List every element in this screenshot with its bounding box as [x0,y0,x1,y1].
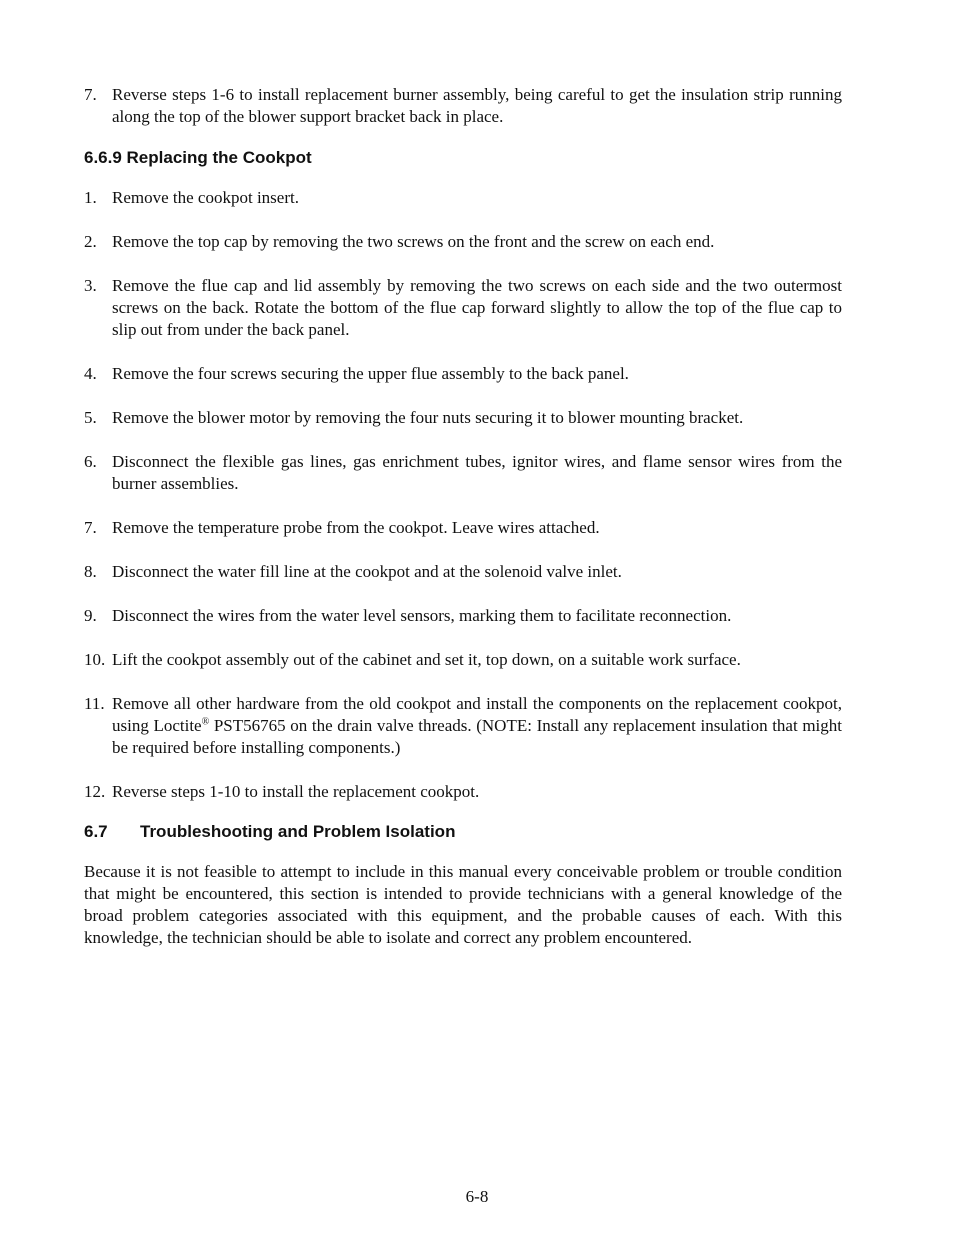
step-number: 2. [84,232,97,251]
section-number: 6.7 [84,822,108,841]
step-text: Reverse steps 1-10 to install the replacement cookpot. [112,782,480,801]
list-item [84,649,842,671]
document-page [84,84,842,949]
step-number: 5. [84,408,97,427]
list-item [84,407,842,429]
list-item [84,84,842,128]
step-text-part: Remove all other hardware from the old cookpot and install the components on the replacement cookpot, using Loctite [112,694,842,735]
step-number: 7. [84,518,97,537]
step-number: 3. [84,276,97,295]
step-text-part: PST56765 on the drain valve threads. (NOTE: Install any replacement insulation that might be required before installing components.) [112,716,842,757]
step-text: Remove the temperature probe from the cookpot. Leave wires attached. [112,518,600,537]
step-number: 6. [84,452,97,471]
step-text: Remove the cookpot insert. [112,188,299,207]
step-number: 10. [84,650,106,669]
step-text: Remove the top cap by removing the two screws on the front and the screw on each end. [112,232,715,251]
list-item [84,517,842,539]
registered-mark: ® [201,716,210,728]
troubleshooting-paragraph: Because it is not feasible to attempt to include in this manual every conceivable problem or trouble condition that might be encountered, this section is intended to provide technicians with a general knowledge of the broad problem categories associated with this equipment, and the probable causes of each. With this knowledge, the technician should be able to isolate and correct any problem encountered. [84,862,842,947]
step-number: 11. [84,694,105,713]
list-item [84,693,842,759]
section-heading-6-6-9: 6.6.9 Replacing the Cookpot [84,148,312,167]
step-number: 4. [84,364,97,383]
step-text: Disconnect the flexible gas lines, gas enrichment tubes, ignitor wires, and flame sensor wires from the burner assemblies. [112,452,842,493]
step-number: 1. [84,188,97,207]
step-text: Remove the four screws securing the upper flue assembly to the back panel. [112,364,629,383]
step-text: Remove the blower motor by removing the four nuts securing it to blower mounting bracket. [112,408,744,427]
section-heading-6-7 [84,821,842,843]
step-text: Disconnect the wires from the water level sensors, marking them to facilitate reconnection. [112,606,732,625]
list-item [84,275,842,341]
step-text: Disconnect the water fill line at the cookpot and at the solenoid valve inlet. [112,562,622,581]
step-number: 8. [84,562,97,581]
step-number: 7. [84,85,97,104]
list-item [84,605,842,627]
list-item [84,363,842,385]
step-text: Remove the flue cap and lid assembly by removing the two screws on each side and the two outermost screws on the back. Rotate the bottom of the flue cap forward slightly to allow the top of the flue cap to slip out from under the back panel. [112,276,842,339]
cookpot-steps-list [84,187,842,803]
list-item [84,231,842,253]
page-number: 6-8 [465,1187,489,1206]
list-item [84,451,842,495]
step-number: 9. [84,606,97,625]
step-number: 12. [84,782,106,801]
list-item [84,781,842,803]
step-text: Reverse steps 1-6 to install replacement burner assembly, being careful to get the insulation strip running along the top of the blower support bracket back in place. [112,85,842,126]
section-title: Troubleshooting and Problem Isolation [140,822,456,841]
step-text [112,693,842,759]
step-text: Lift the cookpot assembly out of the cabinet and set it, top down, on a suitable work surface. [112,650,741,669]
list-item [84,561,842,583]
list-item [84,187,842,209]
